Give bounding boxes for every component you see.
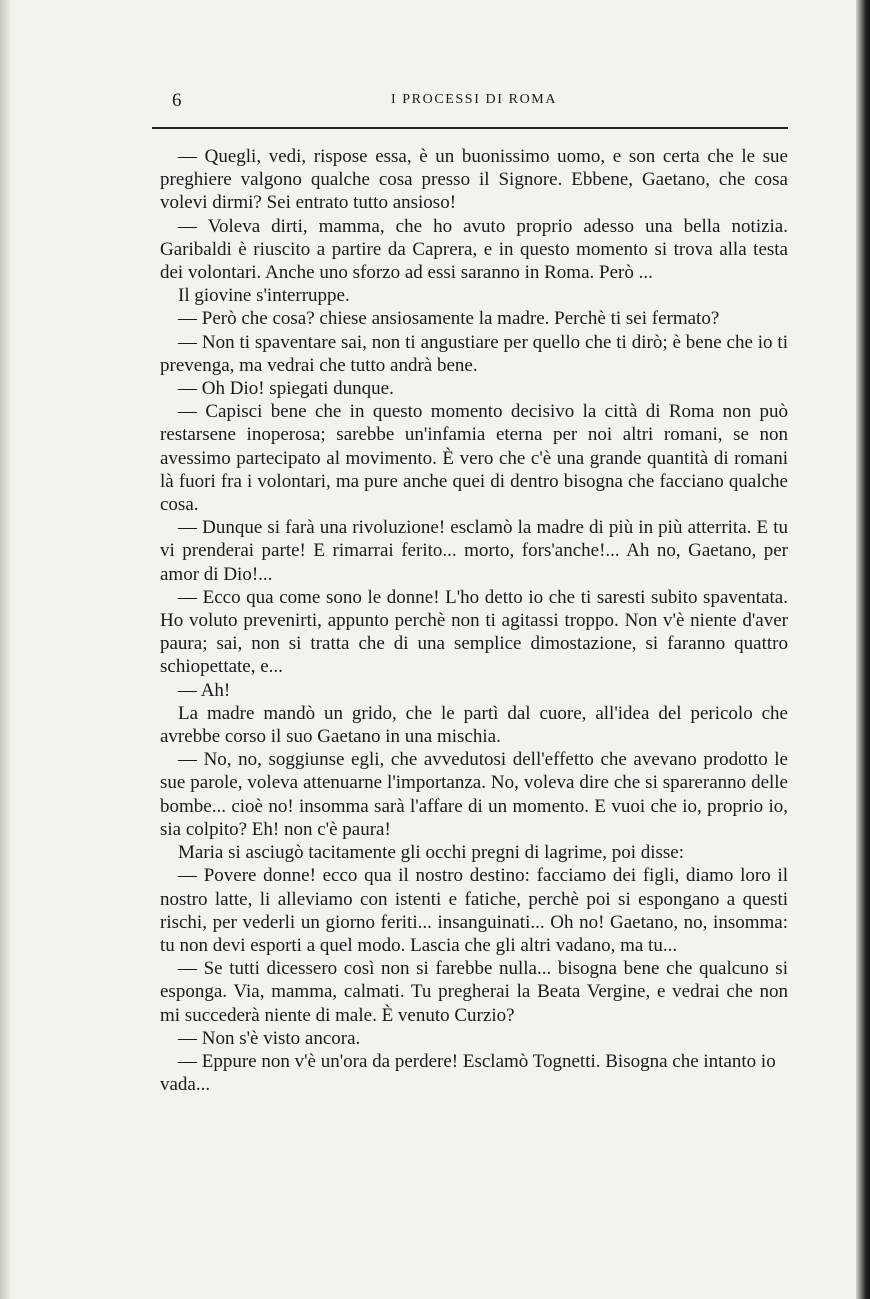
header-rule <box>152 127 788 129</box>
paragraph: — Ecco qua come sono le donne! L'ho detto io che ti saresti subito spaventata. Ho voluto prevenirti, appunto perchè non ti agitassi troppo. Non v'è niente d'aver paura; sai, non si tratta che di una semplice dimostazione, si faranno quattro schiopettate, e... <box>160 586 788 678</box>
paragraph: — Oh Dio! spiegati dunque. <box>178 378 394 400</box>
running-title: I PROCESSI DI ROMA <box>390 92 558 107</box>
paragraph: — No, no, soggiunse egli, che avvedutosi dell'effetto che avevano prodotto le sue parole, voleva attenuarne l'importanza. No, voleva dire che si spareranno delle bombe... cioè no! insomma sarà l'affare di un momento. E vuoi che io, proprio io, sia colpito? Eh! non c'è paura! <box>160 749 788 840</box>
paragraph: — Non s'è visto ancora. <box>178 1027 361 1049</box>
paragraph: — Se tutti dicessero così non si farebbe nulla... bisogna bene che qualcuno si esponga. Via, mamma, calmati. Tu pregherai la Beata Vergine, e vedrai che non mi succederà niente di male. È venuto Curzio? <box>160 958 788 1026</box>
paragraph: Maria si asciugò tacitamente gli occhi pregni di lagrime, poi disse: <box>178 842 684 864</box>
paragraph: Il giovine s'interruppe. <box>178 285 350 307</box>
page-edge-right <box>856 0 870 1299</box>
page-edge-left <box>0 0 10 1299</box>
paragraph: — Dunque si farà una rivoluzione! esclamò la madre di più in più atterrita. E tu vi prenderai parte! E rimarrai ferito... morto, fors'anche!... Ah no, Gaetano, per amor di Dio!... <box>160 517 788 585</box>
paragraph: — Povere donne! ecco qua il nostro destino: facciamo dei figli, diamo loro il nostro latte, li alleviamo con istenti e fatiche, perchè poi si espongano a questi rischi, per vederli un giorno feriti... insanguinati... Oh no! Gaetano, no, insomma: tu non devi esporti a quel modo. Lascia che gli altri vadano, ma tu... <box>160 865 788 956</box>
paragraph: — Non ti spaventare sai, non ti angustiare per quello che ti dirò; è bene che io ti prevenga, ma vedrai che tutto andrà bene. <box>160 331 788 376</box>
page-number: 6 <box>172 90 182 111</box>
paragraph: — Quegli, vedi, rispose essa, è un buonissimo uomo, e son certa che le sue preghiere valgono qualche cosa presso il Signore. Ebbene, Gaetano, che cosa volevi dirmi? Sei entrato tutto ansioso! <box>160 146 788 214</box>
paragraph: La madre mandò un grido, che le partì dal cuore, all'idea del pericolo che avrebbe corso il suo Gaetano in una mischia. <box>160 702 788 748</box>
paragraph: — Eppure non v'è un'ora da perdere! Esclamò Tognetti. Bisogna che intanto io vada... <box>160 1050 776 1096</box>
paragraph: — Ah! <box>178 679 231 701</box>
body-text <box>160 145 788 1096</box>
paragraph: — Però che cosa? chiese ansiosamente la madre. Perchè ti sei fermato? <box>178 308 720 330</box>
paragraph: — Capisci bene che in questo momento decisivo la città di Roma non può restarsene inoperosa; sarebbe un'infamia eterna per noi altri romani, se non avessimo partecipato al movimento. È vero che c'è una grande quantità di romani là fuori fra i volontari, ma pure anche quei di dentro bisogna che facciano qualche cosa. <box>160 401 788 516</box>
page-header <box>160 86 788 114</box>
paragraph: — Voleva dirti, mamma, che ho avuto proprio adesso una bella notizia. Garibaldi è riuscito a partire da Caprera, e in questo momento si trova alla testa dei volontari. Anche uno sforzo ad essi saranno in Roma. Però ... <box>160 215 788 284</box>
